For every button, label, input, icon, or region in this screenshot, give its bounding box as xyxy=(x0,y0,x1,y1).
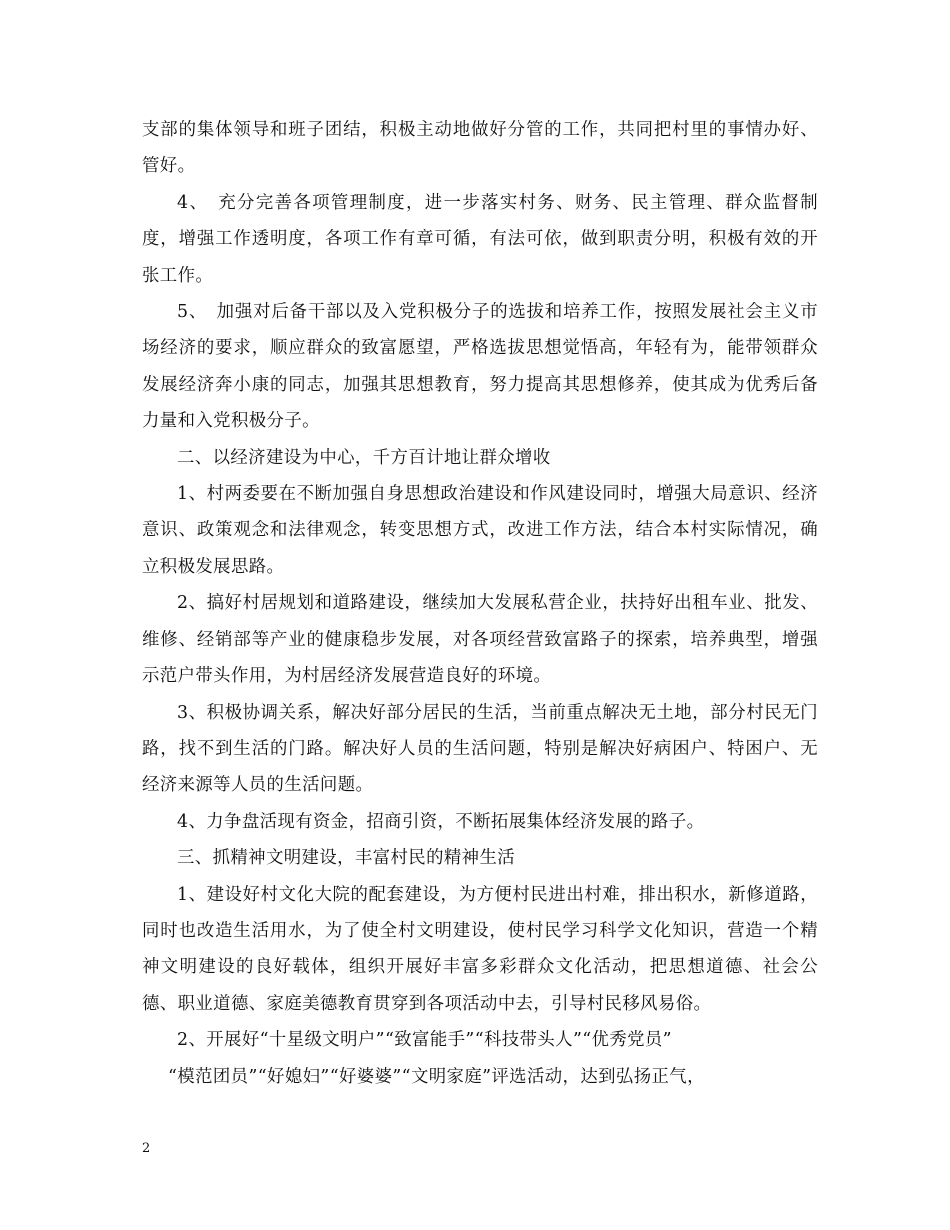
document-body xyxy=(142,112,818,1095)
paragraph-section2-item-2: 2、搞好村居规划和道路建设，继续加大发展私营企业，扶持好出租车业、批发、维修、经销部等产业的健康稳步发展，对各项经营致富路子的探索，培养典型，增强示范户带头作用，为村居经济发展营造良好的环境。 xyxy=(142,593,818,687)
paragraph-continuation: 支部的集体领导和班子团结，积极主动地做好分管的工作，共同把村里的事情办好、管好。 xyxy=(142,120,818,177)
paragraph-section2-item-3: 3、积极协调关系，解决好部分居民的生活，当前重点解决无土地，部分村民无门路，找不到生活的门路。解决好人员的生活问题，特别是解决好病困户、特困户、无经济来源等人员的生活问题。 xyxy=(142,702,818,796)
paragraph-section2-item-1: 1、村两委要在不断加强自身思想政治建设和作风建设同时，增强大局意识、经济意识、政策观念和法律观念，转变思想方式，改进工作方法，结合本村实际情况，确立积极发展思路。 xyxy=(142,484,818,577)
paragraph-section3-item-1: 1、建设好村文化大院的配套建设，为方便村民进出村难，排出积水，新修道路，同时也改造生活用水，为了使全村文明建设，使村民学习科学文化知识，营造一个精神文明建设的良好载体，组织开展好丰富多彩群众文化活动，把思想道德、社会公德、职业道德、家庭美德教育贯穿到各项活动中去，引导村民移风易俗。 xyxy=(142,884,818,1014)
paragraph-section2-item-4: 4、力争盘活现有资金，招商引资，不断拓展集体经济发展的路子。 xyxy=(177,811,705,832)
page-number: 2 xyxy=(142,1141,151,1156)
section-heading-2: 二、以经济建设为中心，千方百计地让群众增收 xyxy=(177,447,551,468)
section-heading-3: 三、抓精神文明建设，丰富村民的精神生活 xyxy=(177,848,516,869)
paragraph-section3-item-2: 2、开展好“十星级文明户”“致富能手”“科技带头人”“优秀党员” xyxy=(177,1030,672,1051)
paragraph-item-5: 5、 加强对后备干部以及入党积极分子的选拔和培养工作，按照发展社会主义市场经济的要求，顺应群众的致富愿望，严格选拔思想觉悟高，年轻有为，能带领群众发展经济奔小康的同志，加强其思想教育，努力提高其思想修养，使其成为优秀后备力量和入党积极分子。 xyxy=(142,302,818,432)
paragraph-item-4: 4、 充分完善各项管理制度，进一步落实村务、财务、民主管理、群众监督制度，增强工作透明度，各项工作有章可循，有法可依，做到职责分明，积极有效的开张工作。 xyxy=(142,192,818,286)
paragraph-section3-item-2-continued: “模范团员”“好媳妇”“好婆婆”“文明家庭”评选活动，达到弘扬正气， xyxy=(168,1066,705,1087)
